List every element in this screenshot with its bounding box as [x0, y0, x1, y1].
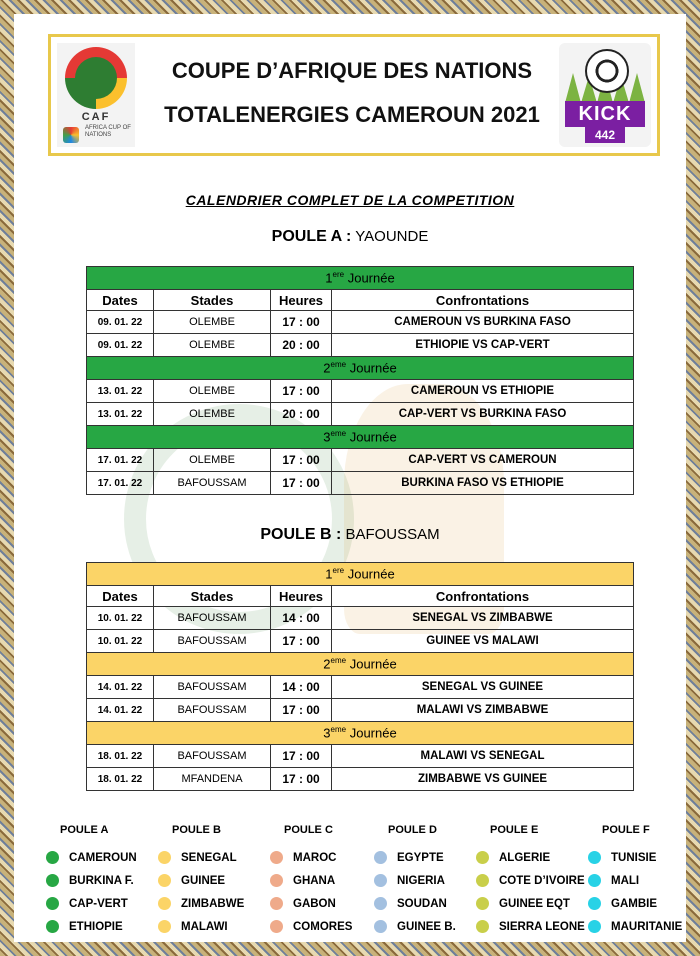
match-time: 17 : 00: [271, 311, 332, 334]
journee-row: 3eme Journée: [87, 722, 634, 745]
group-color-dot-icon: [374, 920, 387, 933]
group-color-dot-icon: [588, 897, 601, 910]
table-row: [87, 768, 634, 791]
table-row: [87, 676, 634, 699]
afcon-logo: CAF AFRICA CUP OF NATIONS: [57, 43, 135, 147]
match-stadium: OLEMBE: [154, 380, 271, 403]
totalenergies-logo: [63, 127, 79, 143]
match-fixture: SENEGAL VS GUINEE: [332, 676, 634, 699]
poule-schedule-table: [86, 562, 634, 791]
match-time: 17 : 00: [271, 745, 332, 768]
legend-group: [46, 824, 137, 938]
group-color-dot-icon: [270, 920, 283, 933]
group-color-dot-icon: [158, 920, 171, 933]
match-fixture: ETHIOPIE VS CAP-VERT: [332, 334, 634, 357]
match-time: 17 : 00: [271, 699, 332, 722]
match-date: 10. 01. 22: [87, 630, 154, 653]
legend-team: GHANA: [270, 869, 352, 892]
legend-team: CAMEROUN: [46, 846, 137, 869]
legend-team: MALI: [588, 869, 682, 892]
match-fixture: CAP-VERT VS CAMEROUN: [332, 449, 634, 472]
journee-row: 2eme Journée: [87, 653, 634, 676]
match-stadium: BAFOUSSAM: [154, 699, 271, 722]
table-row: [87, 449, 634, 472]
group-color-dot-icon: [476, 874, 489, 887]
legend-team: ETHIOPIE: [46, 915, 137, 938]
page: [14, 14, 686, 942]
table-row: [87, 699, 634, 722]
table-row: [87, 380, 634, 403]
group-color-dot-icon: [270, 874, 283, 887]
legend-group-title: POULE E: [490, 824, 539, 836]
legend-group-title: POULE C: [284, 824, 333, 836]
group-color-dot-icon: [588, 920, 601, 933]
legend-team: ALGERIE: [476, 846, 585, 869]
groups-legend: [14, 824, 686, 942]
table-row: [87, 472, 634, 495]
column-header: Heures: [271, 586, 332, 607]
legend-team: SIERRA LEONE: [476, 915, 585, 938]
match-date: 18. 01. 22: [87, 768, 154, 791]
table-row: [87, 745, 634, 768]
group-color-dot-icon: [374, 874, 387, 887]
table-row: [87, 607, 634, 630]
legend-team: ZIMBABWE: [158, 892, 244, 915]
group-color-dot-icon: [46, 920, 59, 933]
match-fixture: CAMEROUN VS BURKINA FASO: [332, 311, 634, 334]
legend-team: BURKINA F.: [46, 869, 137, 892]
match-stadium: BAFOUSSAM: [154, 630, 271, 653]
poule-title: POULE B : BAFOUSSAM: [260, 526, 440, 543]
column-header: Heures: [271, 290, 332, 311]
group-color-dot-icon: [46, 851, 59, 864]
legend-team: EGYPTE: [374, 846, 456, 869]
group-color-dot-icon: [374, 851, 387, 864]
table-row: [87, 403, 634, 426]
match-stadium: OLEMBE: [154, 334, 271, 357]
group-color-dot-icon: [270, 851, 283, 864]
legend-team: MALAWI: [158, 915, 244, 938]
journee-row: 3eme Journée: [87, 426, 634, 449]
match-stadium: OLEMBE: [154, 403, 271, 426]
match-stadium: OLEMBE: [154, 449, 271, 472]
legend-team: MAROC: [270, 846, 352, 869]
legend-team: NIGERIA: [374, 869, 456, 892]
match-fixture: ZIMBABWE VS GUINEE: [332, 768, 634, 791]
legend-group-title: POULE F: [602, 824, 650, 836]
group-color-dot-icon: [476, 897, 489, 910]
legend-group: [374, 824, 456, 938]
match-fixture: GUINEE VS MALAWI: [332, 630, 634, 653]
match-fixture: MALAWI VS SENEGAL: [332, 745, 634, 768]
table-row: [87, 334, 634, 357]
calendar-title: CALENDRIER COMPLET DE LA COMPETITION: [185, 192, 515, 208]
match-fixture: CAP-VERT VS BURKINA FASO: [332, 403, 634, 426]
match-stadium: BAFOUSSAM: [154, 745, 271, 768]
match-date: 09. 01. 22: [87, 334, 154, 357]
group-color-dot-icon: [476, 851, 489, 864]
kick442-logo: KICK 442: [559, 43, 651, 147]
match-time: 17 : 00: [271, 472, 332, 495]
match-fixture: BURKINA FASO VS ETHIOPIE: [332, 472, 634, 495]
match-stadium: OLEMBE: [154, 311, 271, 334]
legend-team: TUNISIE: [588, 846, 682, 869]
column-header: Stades: [154, 290, 271, 311]
poule-title: POULE A : YAOUNDE: [271, 228, 429, 245]
match-date: 13. 01. 22: [87, 380, 154, 403]
match-time: 17 : 00: [271, 768, 332, 791]
legend-group-title: POULE A: [60, 824, 109, 836]
legend-group: [476, 824, 585, 938]
match-date: 17. 01. 22: [87, 449, 154, 472]
group-color-dot-icon: [158, 851, 171, 864]
group-color-dot-icon: [158, 874, 171, 887]
table-row: [87, 311, 634, 334]
legend-group: [270, 824, 352, 938]
match-fixture: SENEGAL VS ZIMBABWE: [332, 607, 634, 630]
match-fixture: CAMEROUN VS ETHIOPIE: [332, 380, 634, 403]
legend-team: SOUDAN: [374, 892, 456, 915]
group-color-dot-icon: [46, 897, 59, 910]
match-time: 20 : 00: [271, 403, 332, 426]
match-time: 14 : 00: [271, 676, 332, 699]
legend-team: GUINEE B.: [374, 915, 456, 938]
journee-row: 2eme Journée: [87, 357, 634, 380]
column-header: Confrontations: [332, 586, 634, 607]
table-header: [87, 586, 634, 607]
column-header: Dates: [87, 290, 154, 311]
legend-group-title: POULE B: [172, 824, 221, 836]
match-date: 13. 01. 22: [87, 403, 154, 426]
group-color-dot-icon: [476, 920, 489, 933]
match-time: 14 : 00: [271, 607, 332, 630]
legend-team: COMORES: [270, 915, 352, 938]
group-color-dot-icon: [158, 897, 171, 910]
match-stadium: MFANDENA: [154, 768, 271, 791]
journee-row: 1ere Journée: [87, 267, 634, 290]
legend-team: SENEGAL: [158, 846, 244, 869]
legend-team: GAMBIE: [588, 892, 682, 915]
legend-team: COTE D’IVOIRE: [476, 869, 585, 892]
header-banner: [48, 34, 660, 156]
page-title: [147, 49, 557, 137]
match-stadium: BAFOUSSAM: [154, 472, 271, 495]
group-color-dot-icon: [46, 874, 59, 887]
match-time: 20 : 00: [271, 334, 332, 357]
legend-group: [158, 824, 244, 938]
legend-team: CAP-VERT: [46, 892, 137, 915]
legend-team: MAURITANIE: [588, 915, 682, 938]
column-header: Stades: [154, 586, 271, 607]
legend-team: GABON: [270, 892, 352, 915]
football-icon: [585, 49, 629, 93]
journee-row: 1ere Journée: [87, 563, 634, 586]
legend-group: [588, 824, 682, 938]
match-date: 17. 01. 22: [87, 472, 154, 495]
legend-group-title: POULE D: [388, 824, 437, 836]
match-date: 18. 01. 22: [87, 745, 154, 768]
title-line-1: COUPE D’AFRIQUE DES NATIONS: [171, 58, 533, 83]
match-date: 09. 01. 22: [87, 311, 154, 334]
match-time: 17 : 00: [271, 380, 332, 403]
title-line-2: TOTALENERGIES CAMEROUN 2021: [164, 102, 540, 127]
group-color-dot-icon: [374, 897, 387, 910]
legend-team: GUINEE: [158, 869, 244, 892]
column-header: Confrontations: [332, 290, 634, 311]
match-date: 14. 01. 22: [87, 699, 154, 722]
group-color-dot-icon: [270, 897, 283, 910]
match-fixture: MALAWI VS ZIMBABWE: [332, 699, 634, 722]
legend-team: GUINEE EQT: [476, 892, 585, 915]
match-time: 17 : 00: [271, 630, 332, 653]
match-stadium: BAFOUSSAM: [154, 607, 271, 630]
match-stadium: BAFOUSSAM: [154, 676, 271, 699]
match-time: 17 : 00: [271, 449, 332, 472]
match-date: 14. 01. 22: [87, 676, 154, 699]
table-header: [87, 290, 634, 311]
group-color-dot-icon: [588, 874, 601, 887]
match-date: 10. 01. 22: [87, 607, 154, 630]
column-header: Dates: [87, 586, 154, 607]
table-row: [87, 630, 634, 653]
poule-schedule-table: [86, 266, 634, 495]
group-color-dot-icon: [588, 851, 601, 864]
